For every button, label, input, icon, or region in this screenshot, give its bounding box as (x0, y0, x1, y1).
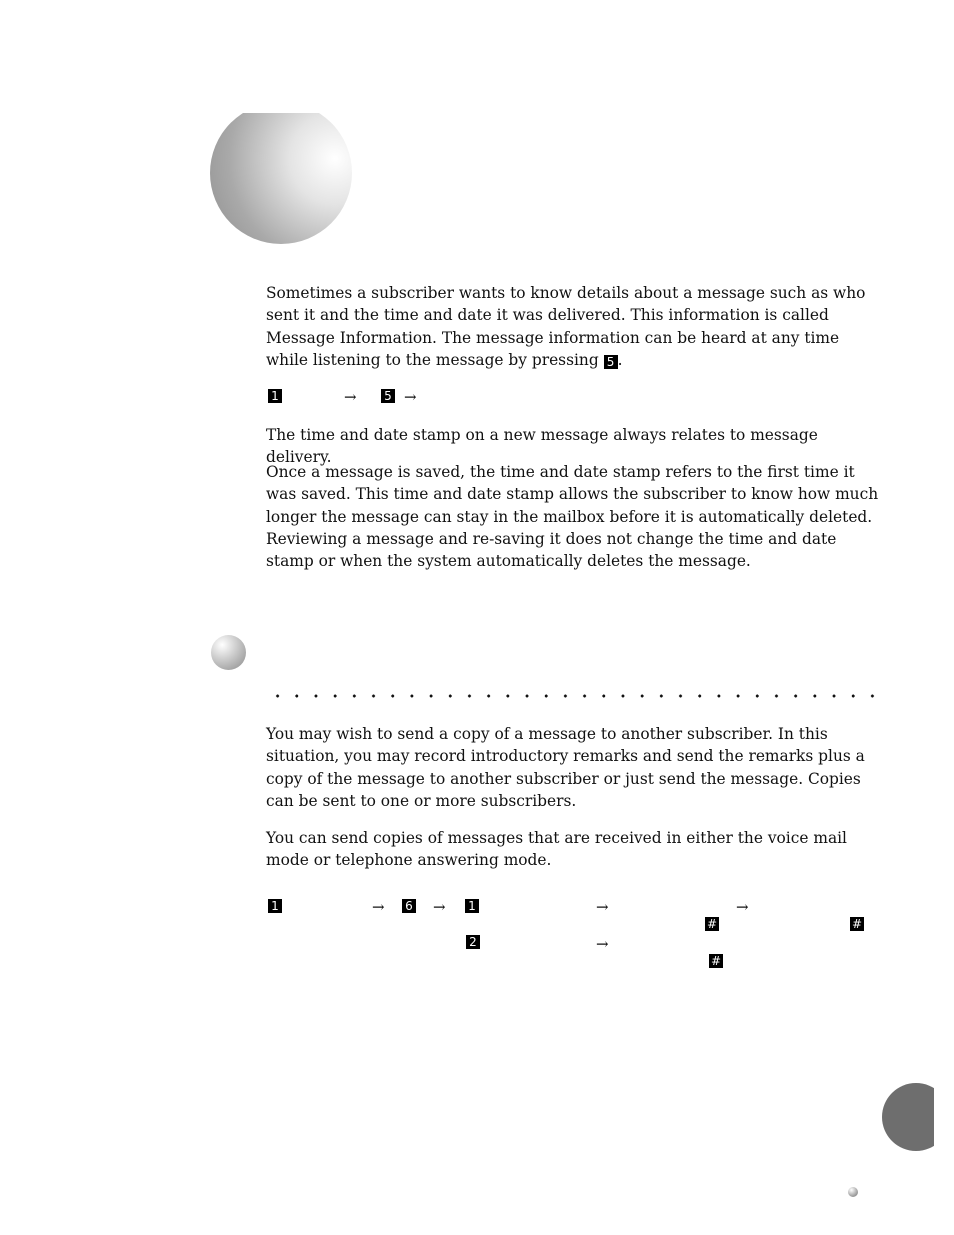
saved-stamp-paragraph: Once a message is saved, the time and date stamp refers to the first time it was saved. This time and date stamp allows the subscriber to know how much longer the message can stay in the mailbox before it is automatically deleted. Reviewing a message and re-saving it does not change the time and date stamp or when the system automatically deletes the message. (266, 463, 879, 571)
key-5-icon: 5 (381, 389, 395, 403)
send-copy-paragraph: You may wish to send a copy of a message to another subscriber. In this situation, you may record introductory remarks and send the remarks plus a copy of the message to another subscriber or just send the message. Copies can be sent to one or more subscribers. (266, 725, 865, 810)
key-hash-icon: # (710, 954, 722, 968)
message-info-paragraph: Sometimes a subscriber wants to know details about a message such as who sent it and the time and date it was delivered. This information is called Message Information. The message information can be heard at any time while listening to the message by pressing 5 . (266, 284, 866, 369)
page-bullet-icon (848, 1187, 858, 1197)
key-hash-icon: # (706, 917, 718, 931)
arrow-icon: → (372, 898, 385, 916)
key-6-icon: 6 (402, 899, 416, 913)
dotted-divider (268, 694, 882, 698)
arrow-icon: → (736, 898, 749, 916)
key-2-icon: 2 (466, 935, 480, 949)
key-1-icon: 1 (465, 899, 479, 913)
arrow-icon: → (596, 898, 609, 916)
chapter-decoration-circle (210, 102, 352, 244)
section-bullet-icon (211, 635, 246, 670)
arrow-icon: → (344, 388, 357, 406)
key-1-icon: 1 (268, 389, 282, 403)
arrow-icon: → (404, 388, 417, 406)
key-hash-icon: # (851, 917, 863, 931)
arrow-icon: → (596, 935, 609, 953)
arrow-icon: → (433, 898, 446, 916)
key-1-icon: 1 (268, 899, 282, 913)
delivery-stamp-paragraph: The time and date stamp on a new message always relates to message delivery. (266, 426, 818, 467)
chapter-tab-circle (882, 1083, 950, 1151)
copy-modes-paragraph: You can send copies of messages that are received in either the voice mail mode or telephone answering mode. (266, 829, 847, 870)
key-5-icon: 5 (604, 355, 618, 369)
